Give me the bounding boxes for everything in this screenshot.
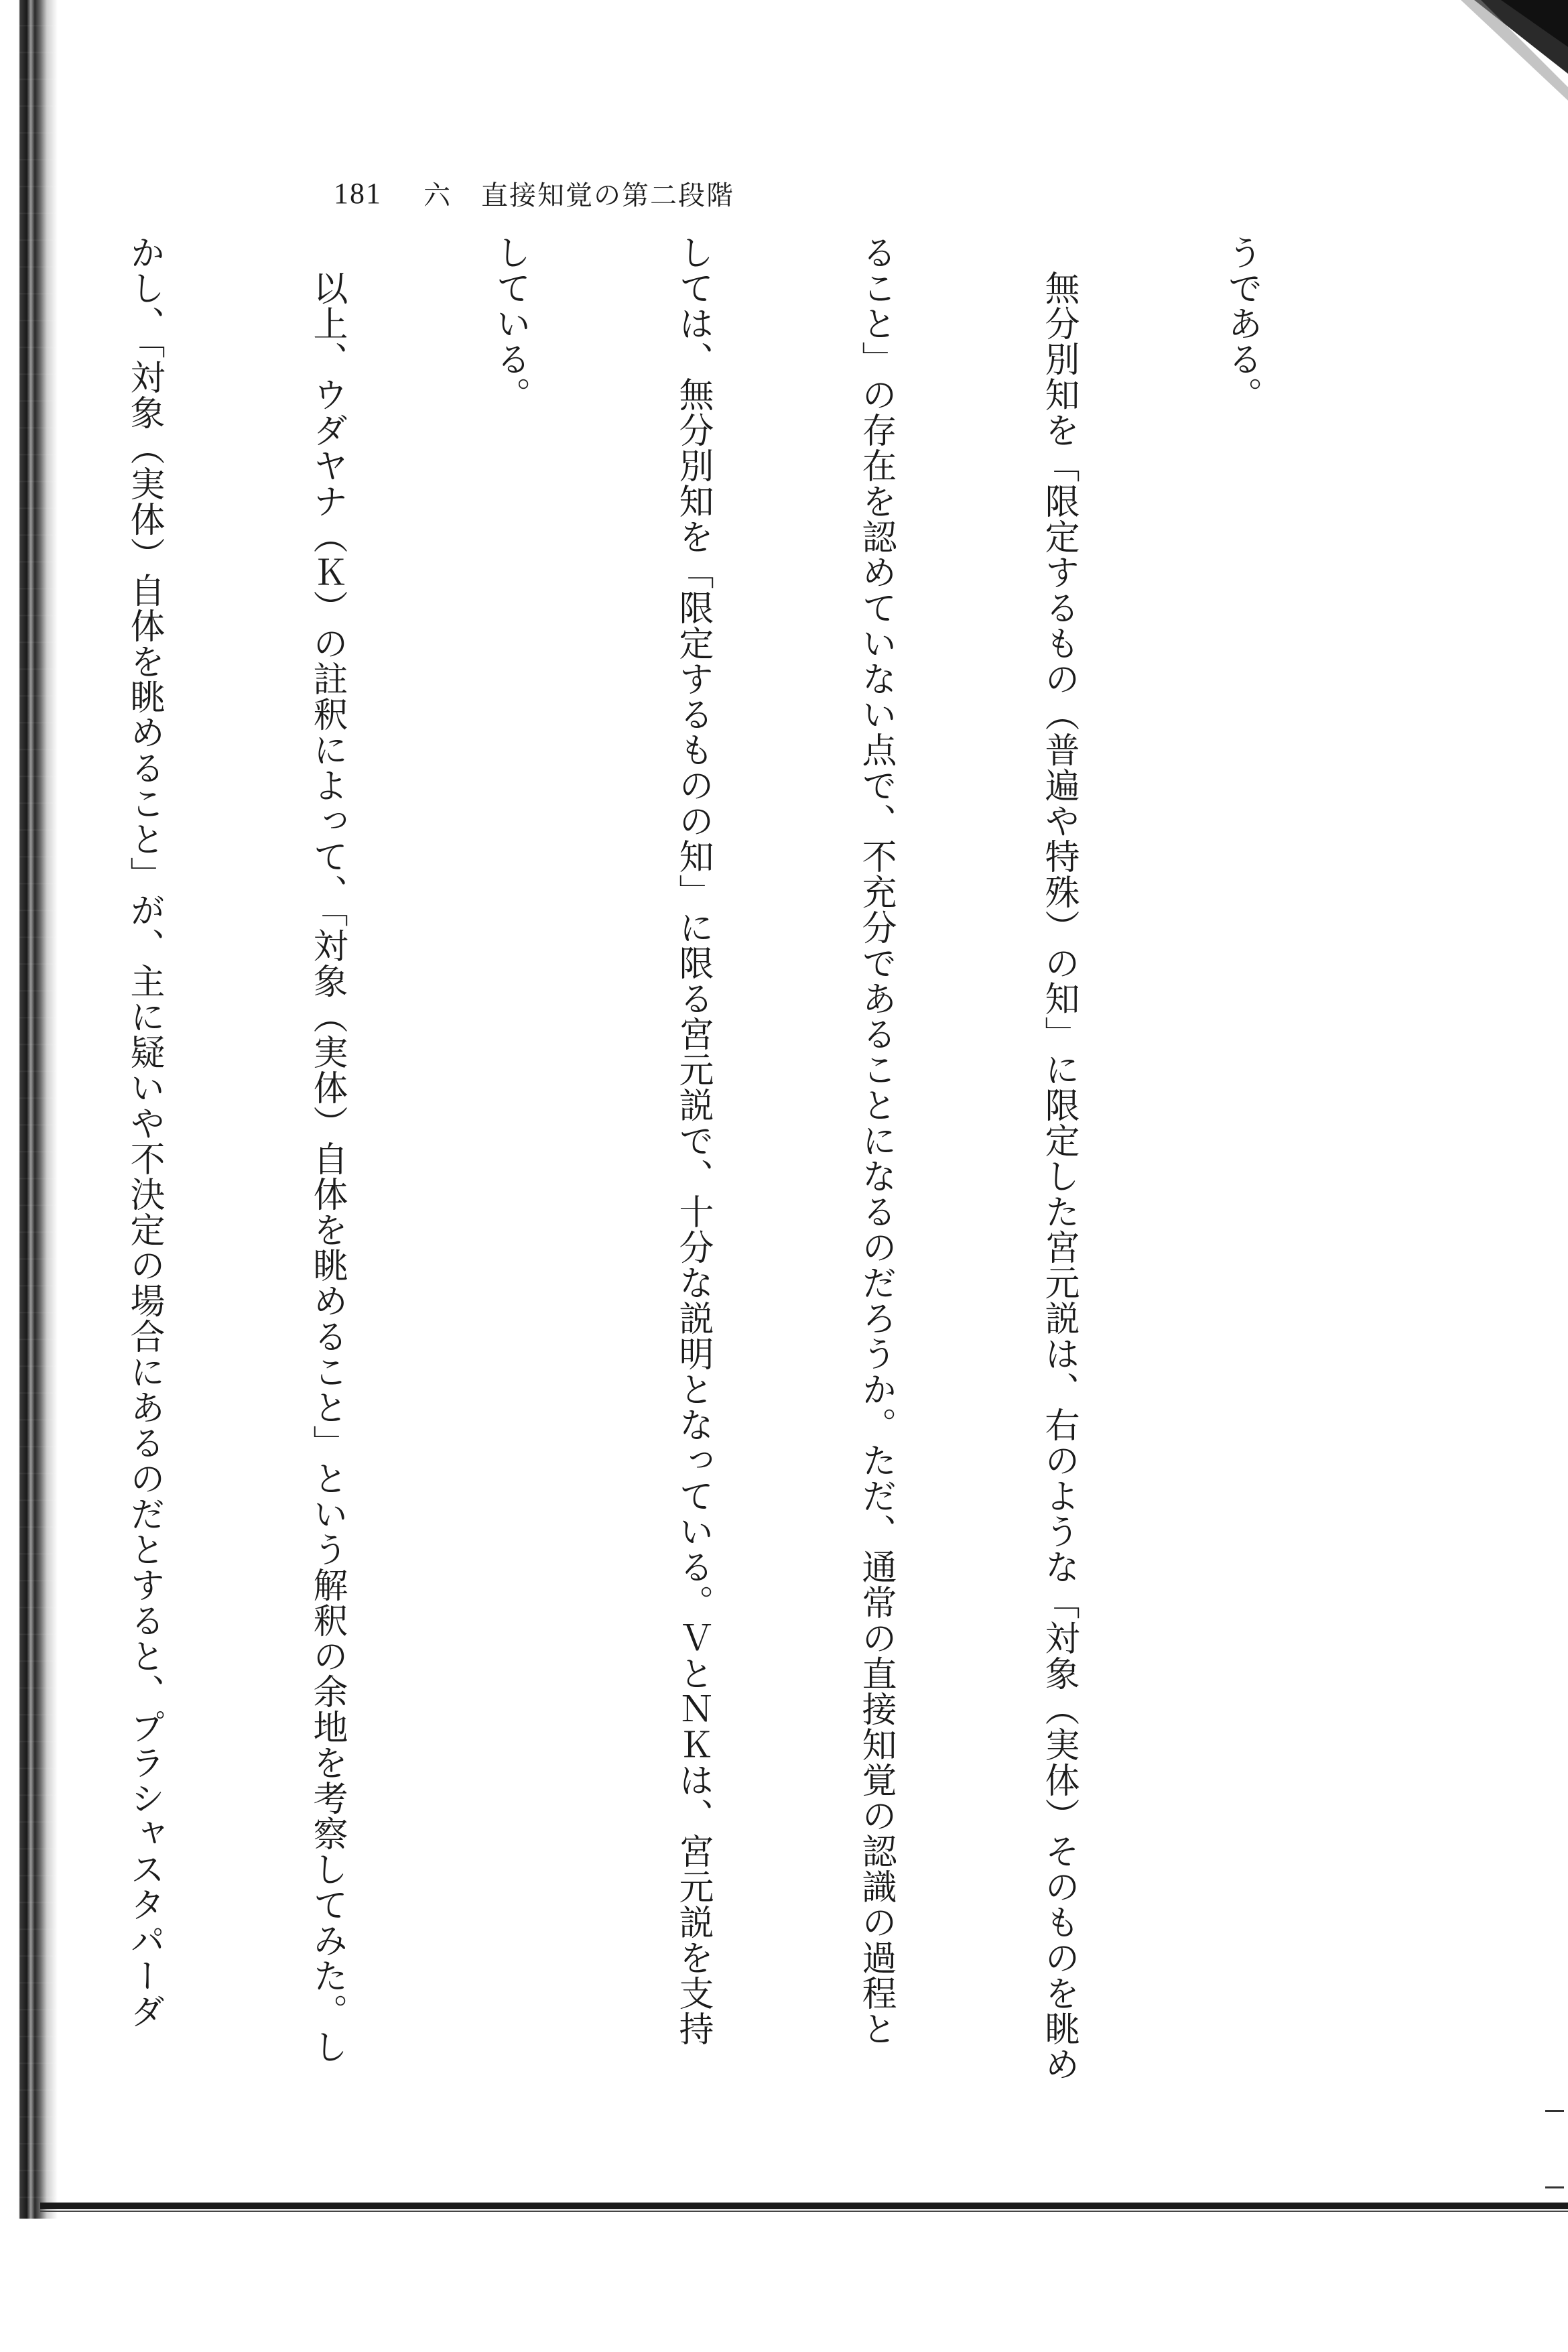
text-line: 以上、ウダヤナ（Ｋ）の註釈によって、「対象（実体）自体を眺めること」という解釈の余地を考察してみた。し [307, 235, 347, 2064]
scan-edge-tick [1545, 2186, 1564, 2188]
scan-bottom-edge-line [40, 2211, 1568, 2212]
chapter-title: 直接知覚の第二段階 [481, 180, 734, 211]
text-line: 無分別知を「限定するもの（普遍や特殊）の知」に限定した宮元説は、右のような「対象（実体）そのものを眺め [1039, 235, 1079, 2082]
scan-corner-shadow [1434, 0, 1568, 107]
text-line: ること」の存在を認めていない点で、不充分であることになるのだろうか。ただ、通常の直接知覚の認識の過程と [856, 235, 896, 2046]
text-line: かし、「対象（実体）自体を眺めること」が、主に疑いや不決定の場合にあるのだとすると、プラシャスタパーダ [124, 235, 164, 2029]
text-line: うである。 [1222, 235, 1262, 412]
chapter-number: 六 [423, 180, 452, 211]
scan-bottom-edge [40, 2203, 1568, 2209]
scan-edge-tick [1545, 2110, 1564, 2112]
text-line: しては、無分別知を「限定するものの知」に限る宮元説で、十分な説明となっている。ＶとＮＫは、宮元説を支持 [673, 235, 713, 2046]
text-line: している。 [490, 235, 530, 412]
running-header [334, 173, 734, 213]
page-number: 181 [334, 176, 382, 210]
body-text [124, 235, 1394, 2082]
